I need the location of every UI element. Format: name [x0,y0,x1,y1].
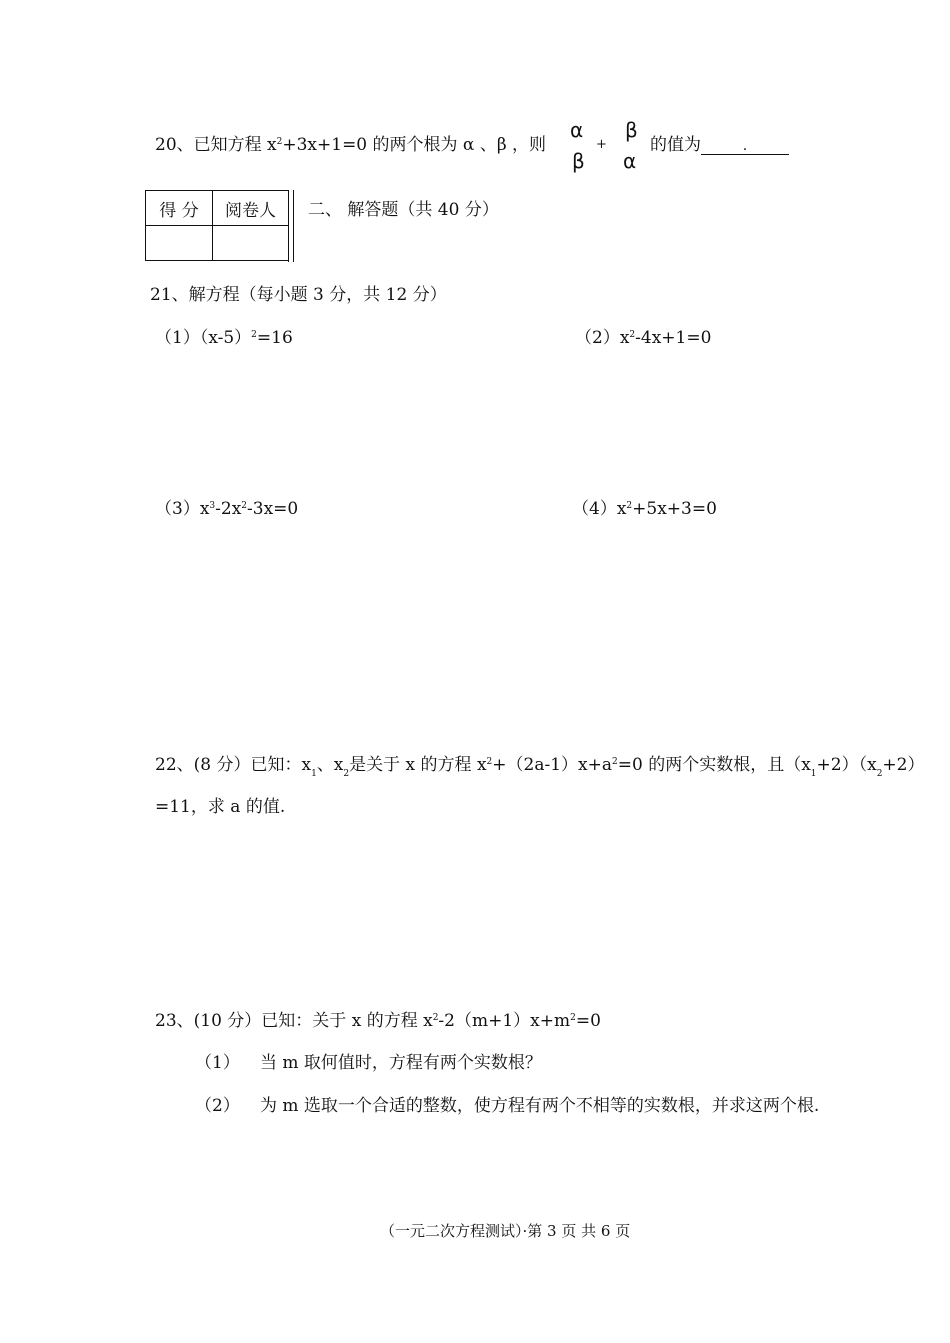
q21-part3: $(3)x^3-2x^2-3x=0$ [155,499,299,519]
q23-part1-text: 当 m 取何值时，方程有两个实数根？ [260,1053,542,1073]
q21-title: 21、解方程（每小题 3 分，共 12 分） [150,285,447,305]
q20-frac2-denominator: α [623,149,637,173]
grader-label: 阅卷人 [213,191,289,226]
grader-cell[interactable] [213,226,289,261]
q22-line1: 22、(8 分）已知：$x_1$、$x_2$是关于 x 的方程 $x^2+(2a-1)x+a^2=0$ 的两个实数根，且$(x_1+2)(x_2+2)$ [155,755,925,779]
q20-plus: + [596,137,607,152]
q23-part1-number: （1） [195,1053,240,1073]
score-table [145,190,289,261]
score-cell[interactable] [146,226,213,261]
q20-frac2-numerator: β [625,118,638,142]
q23-text: 23、(10 分）已知：关于 x 的方程 $x^2-2(m+1)x+m^2=0$ [155,1011,601,1031]
q23-part2-text: 为 m 选取一个合适的整数，使方程有两个不相等的实数根，并求这两个根. [260,1096,820,1116]
section-title: 二、 解答题（共 40 分） [308,200,499,220]
q23-part2-number: （2） [195,1096,240,1116]
q21-part4: $(4)x^2+5x+3=0$ [572,499,717,519]
q21-part2: $(2)x^2-4x+1=0$ [575,328,712,348]
score-label: 得 分 [146,191,213,226]
table-double-border [288,190,294,262]
q20-answer-blank[interactable]: . [701,139,789,155]
q21-part1: $(1)(x-5)^2=16$ [155,328,293,348]
page-footer: （一元二次方程测试）·第 3 页 共 6 页 [380,1222,631,1240]
q20-frac1-numerator: α [570,118,584,142]
q20-suffix: 的值为 . [650,137,789,155]
q20-frac1-denominator: β [572,149,585,173]
q20-text: 20、已知方程 $x^2+3x+1=0$ 的两个根为 α 、β ，则 [155,135,547,155]
q22-line2: =11，求 a 的值. [155,797,286,817]
